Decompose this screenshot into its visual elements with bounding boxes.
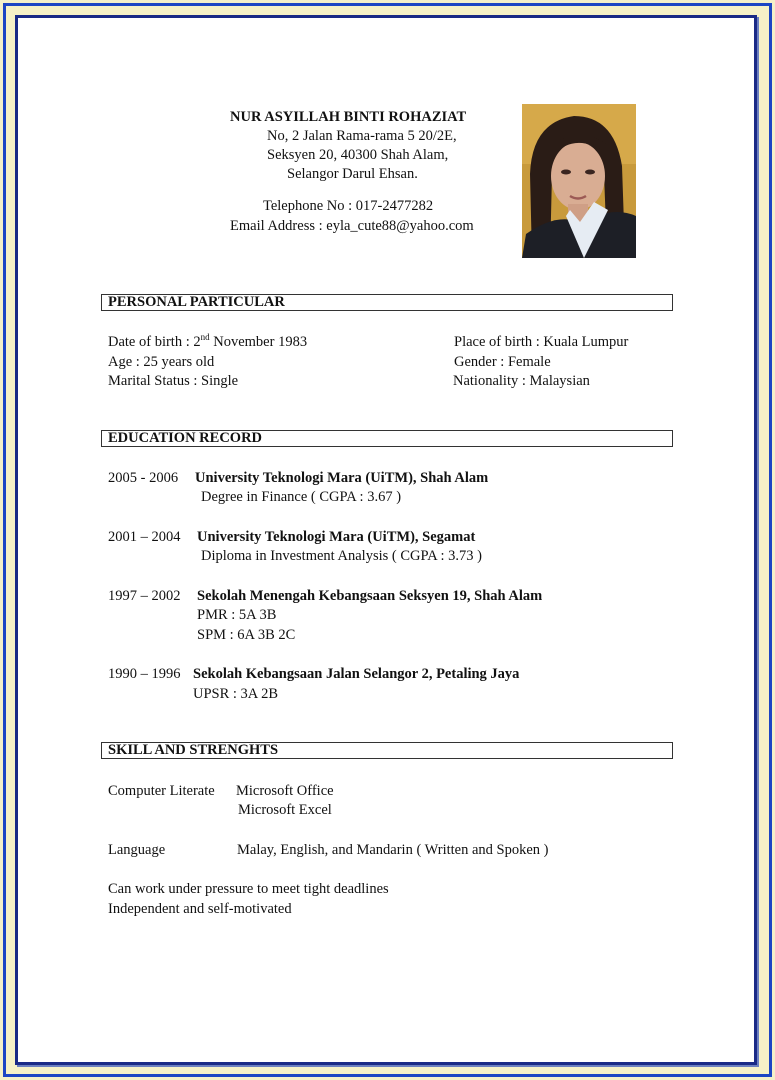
education-school: University Teknologi Mara (UiTM), Shah Alam — [195, 470, 489, 486]
education-years: 1990 – 1996 — [108, 666, 181, 682]
profile-photo — [522, 104, 636, 258]
education-years: 2001 – 2004 — [108, 529, 181, 545]
gender: Gender : Female — [454, 354, 551, 370]
email-address: Email Address : eyla_cute88@yahoo.com — [230, 218, 474, 234]
education-detail: Degree in Finance ( CGPA : 3.67 ) — [201, 489, 402, 505]
education-school: Sekolah Kebangsaan Jalan Selangor 2, Petaling Jaya — [193, 666, 520, 682]
telephone: Telephone No : 017-2477282 — [263, 198, 434, 214]
education-detail: UPSR : 3A 2B — [193, 686, 279, 702]
education-years: 2005 - 2006 — [108, 470, 179, 486]
computer-skill: Microsoft Office — [236, 783, 334, 799]
marital-status: Marital Status : Single — [108, 373, 239, 389]
section-heading-education: EDUCATION RECORD — [101, 430, 673, 447]
place-of-birth: Place of birth : Kuala Lumpur — [454, 334, 629, 350]
strength-item: Independent and self-motivated — [108, 901, 292, 917]
address-line-1: No, 2 Jalan Rama-rama 5 20/2E, — [267, 128, 457, 144]
education-detail: PMR : 5A 3B — [197, 607, 277, 623]
nationality: Nationality : Malaysian — [453, 373, 590, 389]
language-value: Malay, English, and Mandarin ( Written and Spoken ) — [237, 842, 549, 858]
computer-skill: Microsoft Excel — [238, 802, 332, 818]
age: Age : 25 years old — [108, 354, 215, 370]
computer-literate-label: Computer Literate — [108, 783, 215, 799]
address-line-2: Seksyen 20, 40300 Shah Alam, — [267, 147, 449, 163]
education-detail: SPM : 6A 3B 2C — [197, 627, 296, 643]
date-of-birth: Date of birth : 2nd November 1983 — [108, 332, 308, 350]
education-years: 1997 – 2002 — [108, 588, 181, 604]
section-heading-skills: SKILL AND STRENGHTS — [101, 742, 673, 759]
education-school: University Teknologi Mara (UiTM), Segamat — [197, 529, 476, 545]
education-detail: Diploma in Investment Analysis ( CGPA : 3.73 ) — [201, 548, 483, 564]
strength-item: Can work under pressure to meet tight deadlines — [108, 881, 389, 897]
address-line-3: Selangor Darul Ehsan. — [287, 166, 418, 182]
section-heading-personal: PERSONAL PARTICULAR — [101, 294, 673, 311]
applicant-name: NUR ASYILLAH BINTI ROHAZIAT — [230, 109, 467, 125]
language-label: Language — [108, 842, 166, 858]
education-school: Sekolah Menengah Kebangsaan Seksyen 19, Shah Alam — [197, 588, 543, 604]
